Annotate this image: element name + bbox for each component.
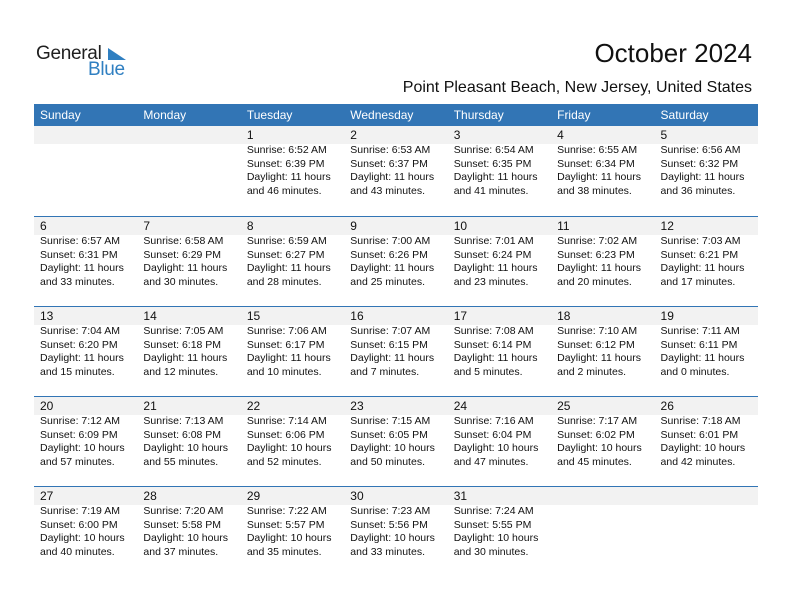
daylight-text: Daylight: 11 hours — [40, 262, 124, 274]
day-number: 29 — [241, 487, 344, 505]
sunrise-text: Sunrise: 7:14 AM — [246, 415, 327, 427]
day-cell — [34, 397, 137, 486]
weekday-label: Tuesday — [246, 108, 293, 122]
daylight-minutes-text: and 47 minutes. — [453, 455, 529, 468]
daylight-minutes-text: and 45 minutes. — [557, 455, 632, 468]
day-number: 11 — [551, 217, 654, 235]
sunrise-text: Sunrise: 7:07 AM — [350, 325, 431, 337]
sunrise-text: Sunrise: 7:17 AM — [557, 415, 638, 427]
day-cell — [344, 126, 447, 215]
daylight-text: Daylight: 10 hours — [40, 442, 125, 454]
sunset-text: Sunset: 6:11 PM — [660, 338, 738, 351]
day-sun-info — [241, 415, 344, 469]
day-cell — [34, 307, 137, 396]
sunrise-text: Sunrise: 7:19 AM — [40, 505, 120, 517]
daylight-text: Daylight: 11 hours — [350, 352, 435, 364]
daylight-minutes-text: and 7 minutes. — [350, 365, 420, 378]
daylight-text: Daylight: 11 hours — [557, 171, 641, 183]
sunrise-text: Sunrise: 6:52 AM — [246, 144, 327, 156]
daylight-text: Daylight: 10 hours — [453, 532, 539, 544]
sunset-text: Sunset: 6:12 PM — [557, 338, 635, 351]
day-sun-info — [344, 235, 447, 289]
sunrise-text: Sunrise: 6:53 AM — [350, 144, 431, 156]
day-cell — [137, 307, 240, 396]
daylight-minutes-text: and 30 minutes. — [453, 545, 529, 558]
daylight-minutes-text: and 43 minutes. — [350, 184, 425, 197]
day-sun-info — [34, 325, 137, 379]
sunset-text: Sunset: 6:15 PM — [350, 338, 428, 351]
day-cell — [551, 397, 654, 486]
daylight-minutes-text: and 12 minutes. — [143, 365, 219, 378]
daylight-minutes-text: and 30 minutes. — [143, 275, 219, 288]
day-number — [655, 487, 758, 505]
daylight-text: Daylight: 11 hours — [143, 352, 228, 364]
day-sun-info — [34, 235, 137, 289]
sunset-text: Sunset: 6:20 PM — [40, 338, 118, 351]
day-number: 27 — [34, 487, 137, 505]
sunrise-text: Sunrise: 7:11 AM — [660, 325, 740, 337]
day-cell — [448, 487, 551, 576]
day-number: 10 — [448, 217, 551, 235]
day-sun-info — [448, 235, 551, 289]
daylight-text: Daylight: 10 hours — [40, 532, 125, 544]
daylight-text: Daylight: 10 hours — [143, 532, 229, 544]
sunset-text: Sunset: 6:24 PM — [453, 248, 532, 261]
daylight-minutes-text: and 33 minutes. — [40, 275, 115, 288]
daylight-text: Daylight: 10 hours — [350, 532, 435, 544]
sunset-text: Sunset: 6:14 PM — [453, 338, 532, 351]
day-cell — [344, 217, 447, 306]
day-number: 21 — [137, 397, 240, 415]
day-number: 13 — [34, 307, 137, 325]
daylight-text: Daylight: 11 hours — [40, 352, 124, 364]
sunrise-text: Sunrise: 7:00 AM — [350, 235, 431, 247]
day-cell — [241, 126, 344, 215]
sunset-text: Sunset: 6:06 PM — [246, 428, 325, 441]
day-cell — [241, 397, 344, 486]
day-cell — [34, 487, 137, 576]
calendar-week — [34, 486, 758, 576]
day-cell — [448, 217, 551, 306]
sunset-text: Sunset: 6:08 PM — [143, 428, 222, 441]
daylight-text: Daylight: 11 hours — [143, 262, 228, 274]
day-cell — [655, 487, 758, 576]
day-sun-info — [344, 505, 447, 559]
sunrise-text: Sunrise: 7:13 AM — [143, 415, 224, 427]
day-cell — [344, 397, 447, 486]
weekday-label: Monday — [143, 108, 187, 122]
location-subtitle: Point Pleasant Beach, New Jersey, United States — [402, 79, 752, 96]
daylight-text: Daylight: 11 hours — [660, 352, 745, 364]
day-number: 4 — [551, 126, 654, 144]
sunrise-text: Sunrise: 6:57 AM — [40, 235, 120, 247]
day-number: 20 — [34, 397, 137, 415]
sunset-text: Sunset: 6:26 PM — [350, 248, 428, 261]
day-number: 28 — [137, 487, 240, 505]
weekday-label: Wednesday — [350, 108, 414, 122]
day-sun-info — [137, 325, 240, 379]
daylight-minutes-text: and 5 minutes. — [453, 365, 523, 378]
daylight-minutes-text: and 25 minutes. — [350, 275, 425, 288]
daylight-minutes-text: and 28 minutes. — [246, 275, 322, 288]
day-sun-info — [34, 505, 137, 559]
sunset-text: Sunset: 6:18 PM — [143, 338, 222, 351]
daylight-minutes-text: and 17 minutes. — [660, 275, 736, 288]
day-number — [34, 126, 137, 144]
day-number: 6 — [34, 217, 137, 235]
sunrise-text: Sunrise: 7:02 AM — [557, 235, 638, 247]
day-sun-info — [344, 415, 447, 469]
daylight-text: Daylight: 11 hours — [557, 262, 641, 274]
day-number: 3 — [448, 126, 551, 144]
weekday-label: Sunday — [40, 108, 81, 122]
day-number: 26 — [655, 397, 758, 415]
sunset-text: Sunset: 5:57 PM — [246, 518, 325, 531]
sunrise-text: Sunrise: 7:08 AM — [453, 325, 534, 337]
day-cell — [448, 307, 551, 396]
sunrise-text: Sunrise: 7:16 AM — [453, 415, 534, 427]
daylight-text: Daylight: 10 hours — [246, 442, 332, 454]
daylight-text: Daylight: 10 hours — [246, 532, 332, 544]
sunrise-text: Sunrise: 7:05 AM — [143, 325, 224, 337]
day-sun-info — [344, 325, 447, 379]
sunset-text: Sunset: 6:37 PM — [350, 157, 428, 170]
day-cell — [34, 217, 137, 306]
sunrise-text: Sunrise: 7:23 AM — [350, 505, 431, 517]
generalblue-logo — [36, 43, 136, 79]
day-sun-info — [137, 415, 240, 469]
day-sun-info — [137, 505, 240, 559]
weekday-header — [34, 104, 758, 126]
sunset-text: Sunset: 5:56 PM — [350, 518, 428, 531]
day-cell — [241, 487, 344, 576]
sunset-text: Sunset: 6:02 PM — [557, 428, 635, 441]
weekday-label: Saturday — [660, 108, 709, 122]
sunset-text: Sunset: 6:00 PM — [40, 518, 118, 531]
daylight-minutes-text: and 33 minutes. — [350, 545, 425, 558]
daylight-text: Daylight: 11 hours — [246, 171, 331, 183]
day-number: 24 — [448, 397, 551, 415]
day-cell — [655, 126, 758, 215]
daylight-minutes-text: and 41 minutes. — [453, 184, 529, 197]
day-number: 12 — [655, 217, 758, 235]
day-cell — [655, 307, 758, 396]
sunrise-text: Sunrise: 7:20 AM — [143, 505, 224, 517]
day-sun-info — [655, 325, 758, 379]
daylight-minutes-text: and 23 minutes. — [453, 275, 529, 288]
day-number: 31 — [448, 487, 551, 505]
sunset-text: Sunset: 6:29 PM — [143, 248, 222, 261]
sunrise-text: Sunrise: 6:58 AM — [143, 235, 224, 247]
sunrise-text: Sunrise: 7:18 AM — [660, 415, 741, 427]
daylight-minutes-text: and 36 minutes. — [660, 184, 736, 197]
daylight-text: Daylight: 10 hours — [143, 442, 229, 454]
day-cell — [137, 217, 240, 306]
day-sun-info — [551, 144, 654, 198]
day-number: 1 — [241, 126, 344, 144]
sunset-text: Sunset: 6:27 PM — [246, 248, 325, 261]
day-number: 8 — [241, 217, 344, 235]
sunrise-text: Sunrise: 7:10 AM — [557, 325, 638, 337]
day-number: 14 — [137, 307, 240, 325]
day-number: 17 — [448, 307, 551, 325]
day-cell — [241, 307, 344, 396]
daylight-text: Daylight: 11 hours — [350, 171, 435, 183]
day-cell — [137, 397, 240, 486]
calendar-grid — [34, 104, 758, 576]
day-sun-info — [448, 505, 551, 559]
sunset-text: Sunset: 6:17 PM — [246, 338, 325, 351]
logo-word-blue: Blue — [88, 59, 125, 80]
day-cell — [137, 126, 240, 215]
calendar-week — [34, 126, 758, 216]
daylight-text: Daylight: 10 hours — [557, 442, 642, 454]
calendar-week — [34, 216, 758, 306]
day-number: 15 — [241, 307, 344, 325]
sunset-text: Sunset: 6:05 PM — [350, 428, 428, 441]
daylight-minutes-text: and 37 minutes. — [143, 545, 219, 558]
day-sun-info — [655, 415, 758, 469]
weekday-label: Friday — [557, 108, 591, 122]
daylight-text: Daylight: 11 hours — [453, 171, 538, 183]
daylight-minutes-text: and 40 minutes. — [40, 545, 115, 558]
day-sun-info — [551, 235, 654, 289]
day-sun-info — [551, 325, 654, 379]
day-number: 5 — [655, 126, 758, 144]
day-number: 16 — [344, 307, 447, 325]
sunset-text: Sunset: 6:32 PM — [660, 157, 739, 170]
day-number: 30 — [344, 487, 447, 505]
daylight-text: Daylight: 11 hours — [350, 262, 435, 274]
sunrise-text: Sunrise: 7:01 AM — [453, 235, 534, 247]
daylight-minutes-text: and 42 minutes. — [660, 455, 736, 468]
day-sun-info — [448, 325, 551, 379]
day-cell — [137, 487, 240, 576]
day-number: 22 — [241, 397, 344, 415]
daylight-text: Daylight: 11 hours — [453, 262, 538, 274]
day-sun-info — [448, 415, 551, 469]
daylight-minutes-text: and 46 minutes. — [246, 184, 322, 197]
day-number: 9 — [344, 217, 447, 235]
sunset-text: Sunset: 6:23 PM — [557, 248, 635, 261]
sunrise-text: Sunrise: 7:12 AM — [40, 415, 120, 427]
sunrise-text: Sunrise: 6:55 AM — [557, 144, 638, 156]
sunset-text: Sunset: 6:39 PM — [246, 157, 325, 170]
day-number: 7 — [137, 217, 240, 235]
weekday-label: Thursday — [453, 108, 504, 122]
day-cell — [34, 126, 137, 215]
daylight-text: Daylight: 11 hours — [246, 352, 331, 364]
sunset-text: Sunset: 6:35 PM — [453, 157, 532, 170]
day-sun-info — [655, 235, 758, 289]
day-cell — [655, 217, 758, 306]
daylight-text: Daylight: 11 hours — [246, 262, 331, 274]
day-cell — [551, 217, 654, 306]
day-cell — [241, 217, 344, 306]
day-cell — [551, 307, 654, 396]
page-title: October 2024 — [594, 38, 752, 68]
day-sun-info — [655, 144, 758, 198]
sunset-text: Sunset: 5:55 PM — [453, 518, 532, 531]
day-cell — [344, 307, 447, 396]
day-number: 25 — [551, 397, 654, 415]
sunset-text: Sunset: 6:04 PM — [453, 428, 532, 441]
day-number: 23 — [344, 397, 447, 415]
day-sun-info — [551, 415, 654, 469]
sunrise-text: Sunrise: 6:56 AM — [660, 144, 741, 156]
daylight-minutes-text: and 2 minutes. — [557, 365, 626, 378]
day-sun-info — [241, 505, 344, 559]
day-number: 19 — [655, 307, 758, 325]
daylight-minutes-text: and 57 minutes. — [40, 455, 115, 468]
day-sun-info — [34, 415, 137, 469]
day-cell — [448, 397, 551, 486]
day-sun-info — [241, 235, 344, 289]
day-cell — [344, 487, 447, 576]
day-sun-info — [241, 144, 344, 198]
daylight-text: Daylight: 11 hours — [660, 171, 745, 183]
sunrise-text: Sunrise: 7:22 AM — [246, 505, 327, 517]
daylight-text: Daylight: 10 hours — [453, 442, 539, 454]
calendar-week — [34, 396, 758, 486]
sunset-text: Sunset: 6:21 PM — [660, 248, 739, 261]
sunrise-text: Sunrise: 7:24 AM — [453, 505, 534, 517]
sunset-text: Sunset: 6:01 PM — [660, 428, 739, 441]
sunrise-text: Sunrise: 7:15 AM — [350, 415, 431, 427]
day-cell — [551, 487, 654, 576]
sunrise-text: Sunrise: 7:06 AM — [246, 325, 327, 337]
day-sun-info — [137, 235, 240, 289]
sunset-text: Sunset: 6:09 PM — [40, 428, 118, 441]
daylight-minutes-text: and 0 minutes. — [660, 365, 730, 378]
day-number — [551, 487, 654, 505]
day-cell — [448, 126, 551, 215]
daylight-minutes-text: and 20 minutes. — [557, 275, 632, 288]
daylight-minutes-text: and 52 minutes. — [246, 455, 322, 468]
daylight-minutes-text: and 50 minutes. — [350, 455, 425, 468]
logo-word-general: General — [36, 43, 102, 64]
daylight-minutes-text: and 38 minutes. — [557, 184, 632, 197]
daylight-text: Daylight: 10 hours — [660, 442, 746, 454]
daylight-minutes-text: and 55 minutes. — [143, 455, 219, 468]
daylight-text: Daylight: 10 hours — [350, 442, 435, 454]
sunrise-text: Sunrise: 7:04 AM — [40, 325, 120, 337]
day-cell — [655, 397, 758, 486]
sunrise-text: Sunrise: 6:59 AM — [246, 235, 327, 247]
daylight-minutes-text: and 35 minutes. — [246, 545, 322, 558]
day-sun-info — [344, 144, 447, 198]
calendar-week — [34, 306, 758, 396]
day-sun-info — [448, 144, 551, 198]
daylight-text: Daylight: 11 hours — [557, 352, 641, 364]
day-cell — [551, 126, 654, 215]
day-number: 18 — [551, 307, 654, 325]
day-sun-info — [241, 325, 344, 379]
day-number — [137, 126, 240, 144]
sunset-text: Sunset: 5:58 PM — [143, 518, 222, 531]
sunrise-text: Sunrise: 6:54 AM — [453, 144, 534, 156]
daylight-minutes-text: and 15 minutes. — [40, 365, 115, 378]
sunset-text: Sunset: 6:31 PM — [40, 248, 118, 261]
daylight-minutes-text: and 10 minutes. — [246, 365, 322, 378]
sunset-text: Sunset: 6:34 PM — [557, 157, 635, 170]
day-number: 2 — [344, 126, 447, 144]
weeks-container — [34, 126, 758, 576]
daylight-text: Daylight: 11 hours — [660, 262, 745, 274]
sunrise-text: Sunrise: 7:03 AM — [660, 235, 741, 247]
daylight-text: Daylight: 11 hours — [453, 352, 538, 364]
